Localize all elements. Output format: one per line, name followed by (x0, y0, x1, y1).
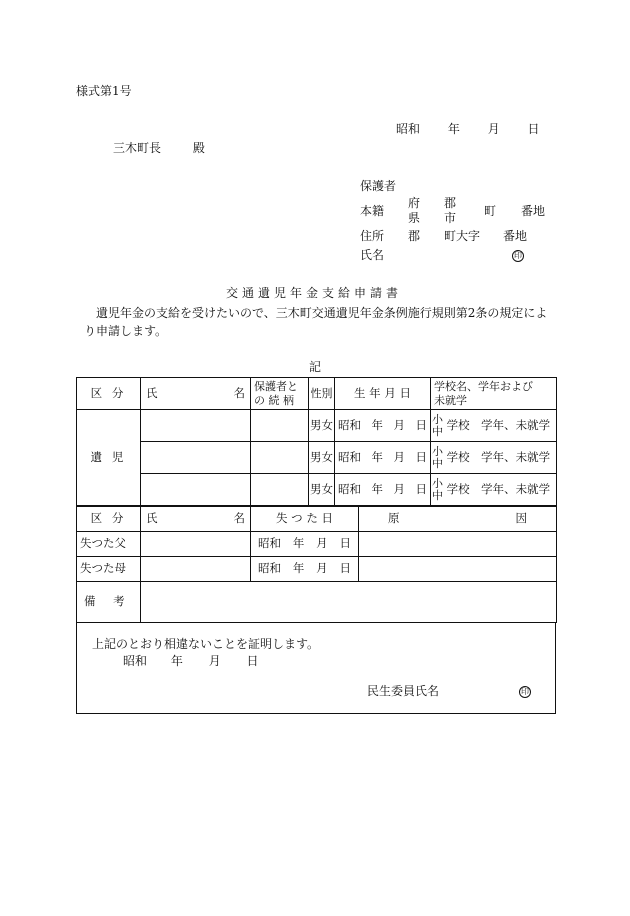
date-year: 年 (447, 122, 460, 136)
parent-row-mother (77, 557, 557, 582)
child-birth-year: 年 (371, 449, 383, 464)
group-label-iji: 遺 児 (77, 410, 141, 506)
mother-death-year: 年 (292, 561, 305, 576)
honseki-shi: 市 (444, 211, 457, 225)
mother-name-cell[interactable] (141, 557, 251, 582)
child-birth-day: 日 (415, 449, 427, 464)
intro-text-line1: 遺児年金の支給を受けたいので、三木町交通遺児年金条例施行規則第2条の規定によ (96, 306, 548, 320)
cert-date-year: 年 (170, 654, 183, 668)
child-school-sho: 小 (432, 476, 443, 490)
jusho-banchi: 番地 (503, 229, 528, 243)
header-shi: 氏 (146, 385, 158, 400)
parent-row-father (77, 532, 557, 557)
child-row (77, 474, 557, 506)
father-death-day: 日 (339, 536, 351, 551)
addressee-honorific: 殿 (192, 141, 205, 155)
honseki-label: 本籍 (360, 204, 385, 218)
header-name-2 (141, 507, 251, 532)
child-sex: 男女 (309, 442, 335, 474)
header-mei: 名 (233, 385, 245, 400)
remarks-cell[interactable] (141, 582, 557, 623)
child-name-cell[interactable] (141, 442, 251, 474)
header-school (431, 378, 557, 410)
child-birth-month: 月 (393, 449, 405, 464)
father-cause-cell[interactable] (359, 532, 557, 557)
certification-box (76, 622, 556, 714)
form-number: 様式第1号 (76, 84, 132, 98)
header-name (141, 378, 251, 410)
child-birth-era: 昭和 (338, 417, 361, 432)
date-month: 月 (487, 122, 500, 136)
remarks-label-text: 備 考 (84, 594, 125, 609)
child-sex: 男女 (309, 410, 335, 442)
child-row (77, 442, 557, 474)
child-birth-day: 日 (415, 481, 427, 496)
child-relationship-cell[interactable] (251, 442, 309, 474)
child-birth-year: 年 (371, 481, 383, 496)
mother-death-date (251, 557, 359, 582)
date-day: 日 (527, 122, 540, 136)
guardian-heading: 保護者 (360, 179, 397, 193)
child-school-text: 学校 学年、未就学 (446, 449, 551, 464)
child-school-chu: 中 (432, 456, 443, 470)
child-school-sho: 小 (432, 412, 443, 426)
father-death-year: 年 (292, 536, 305, 551)
child-school (431, 410, 557, 442)
parents-table (76, 506, 557, 623)
header-sex: 性別 (309, 378, 335, 410)
child-birthdate (335, 410, 431, 442)
child-birthdate (335, 474, 431, 506)
children-header-row (77, 378, 557, 410)
child-school (431, 442, 557, 474)
child-school-text: 学校 学年、未就学 (446, 417, 551, 432)
child-school (431, 474, 557, 506)
child-name-cell[interactable] (141, 474, 251, 506)
father-label: 失つた父 (77, 532, 141, 557)
child-birth-month: 月 (393, 481, 405, 496)
mother-death-month: 月 (316, 561, 328, 576)
header-death-date: 失 つ た 日 (251, 507, 359, 532)
jusho-label: 住所 (360, 229, 385, 243)
shimei-label: 氏名 (360, 248, 385, 262)
child-school-chu: 中 (432, 424, 443, 438)
honseki-fu: 府 (408, 196, 421, 210)
header-mei-2: 名 (233, 511, 245, 526)
document-title: 交通遺児年金支給申請書 (226, 286, 403, 300)
header-shi-2: 氏 (146, 511, 158, 526)
jusho-gun: 郡 (408, 229, 421, 243)
child-birth-month: 月 (393, 417, 405, 432)
addressee-name: 三木町長 (113, 141, 162, 155)
header-relationship (251, 378, 309, 410)
jusho-oaza: 町大字 (444, 229, 481, 243)
parents-header-row (77, 507, 557, 532)
child-name-cell[interactable] (141, 410, 251, 442)
child-relationship-cell[interactable] (251, 474, 309, 506)
child-relationship-cell[interactable] (251, 410, 309, 442)
header-cause-in: 因 (515, 511, 527, 526)
header-kubun-2: 区 分 (77, 507, 141, 532)
header-cause (359, 507, 557, 532)
honseki-ken: 県 (408, 211, 421, 225)
father-name-cell[interactable] (141, 532, 251, 557)
child-school-chu: 中 (432, 488, 443, 502)
header-cause-gen: 原 (388, 511, 400, 526)
cert-date-day: 日 (246, 654, 259, 668)
child-birth-year: 年 (371, 417, 383, 432)
mother-death-day: 日 (339, 561, 351, 576)
remarks-row (77, 582, 557, 623)
mother-cause-cell[interactable] (359, 557, 557, 582)
child-birth-era: 昭和 (338, 481, 361, 496)
header-school-line2: 未就学 (434, 393, 467, 407)
application-date (396, 123, 540, 135)
child-row (77, 410, 557, 442)
child-sex: 男女 (309, 474, 335, 506)
header-school-line1: 学校名、学年および (434, 379, 533, 393)
header-relationship-line1: 保護者と (254, 379, 298, 393)
header-birthdate: 生 年 月 日 (335, 378, 431, 410)
honseki-gun: 郡 (444, 196, 457, 210)
mother-death-era: 昭和 (258, 561, 281, 576)
honseki-machi: 町 (484, 204, 497, 218)
child-birth-era: 昭和 (338, 449, 361, 464)
cert-date-era: 昭和 (123, 654, 148, 668)
header-relationship-line2: の 続 柄 (254, 393, 294, 407)
remarks-label (77, 582, 141, 623)
father-death-era: 昭和 (258, 536, 281, 551)
guardian-seal-icon: 印 (514, 251, 522, 260)
commissioner-seal-icon: 印 (521, 687, 529, 696)
child-school-text: 学校 学年、未就学 (446, 481, 551, 496)
date-era: 昭和 (396, 122, 421, 136)
intro-text-line2: り申請します。 (84, 324, 168, 338)
cert-date-month: 月 (208, 654, 221, 668)
addressee (113, 142, 205, 154)
children-table (76, 377, 557, 506)
commissioner-label: 民生委員氏名 (367, 684, 440, 698)
father-death-date (251, 532, 359, 557)
child-birth-day: 日 (415, 417, 427, 432)
honseki-banchi: 番地 (521, 204, 546, 218)
father-death-month: 月 (316, 536, 328, 551)
ki-label: 記 (309, 360, 322, 374)
certification-date (123, 655, 259, 667)
certification-text: 上記のとおり相違ないことを証明します。 (92, 637, 320, 651)
header-kubun: 区 分 (77, 378, 141, 410)
child-school-sho: 小 (432, 444, 443, 458)
mother-label: 失つた母 (77, 557, 141, 582)
child-birthdate (335, 442, 431, 474)
